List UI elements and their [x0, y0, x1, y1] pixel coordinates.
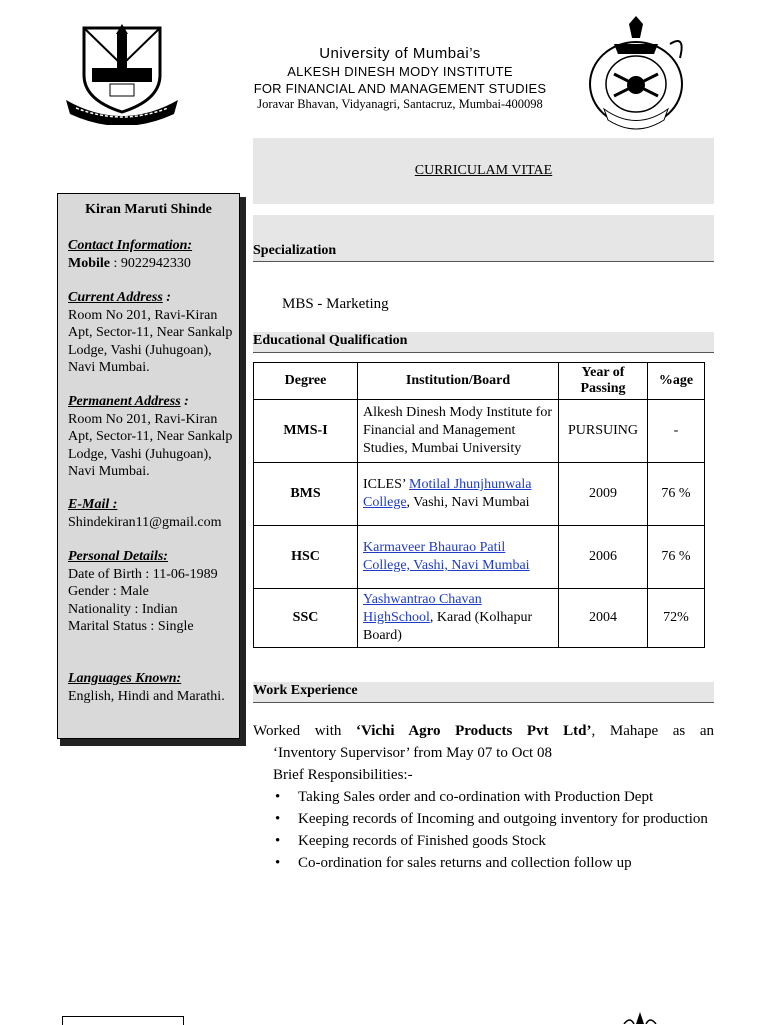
institution-suffix: , Vashi, Navi Mumbai: [406, 495, 530, 510]
personal-heading: Personal Details:: [68, 549, 168, 564]
degree-cell: MMS-I: [254, 400, 358, 463]
university-crest-logo: [62, 20, 182, 125]
list-item: • Co-ordination for sales returns and collection follow up: [298, 852, 714, 874]
current-address-block: [68, 289, 238, 377]
column-header: Degree: [254, 363, 358, 400]
header-address: Joravar Bhavan, Vidyanagri, Santacruz, Mumbai-400098: [257, 97, 543, 111]
work-role: ‘Inventory Supervisor’ from May 07 to Oct 08: [273, 745, 552, 761]
header-institute: ALKESH DINESH MODY INSTITUTE: [287, 64, 513, 79]
permanent-address: Room No 201, Ravi-Kiran Apt, Sector-11, Near Sankalp Lodge, Vashi (Juhugoan), Navi Mumbai.: [68, 411, 233, 479]
institution-cell: Alkesh Dinesh Mody Institute for Financial and Management Studies, Mumbai University: [358, 400, 559, 463]
table-row: [254, 589, 705, 648]
mobile-value: : 9022942330: [110, 255, 191, 271]
percentage-cell: -: [648, 400, 705, 463]
column-header: %age: [648, 363, 705, 400]
percentage-cell: 76 %: [648, 463, 705, 526]
institution-prefix: ICLES’: [363, 477, 410, 492]
degree-cell: SSC: [254, 589, 358, 648]
languages-block: [68, 670, 238, 705]
column-header: Institution/Board: [358, 363, 559, 400]
marital-status: Marital Status : Single: [68, 619, 194, 634]
list-item: • Keeping records of Finished goods Stock: [298, 830, 714, 852]
mobile-line: [68, 255, 238, 273]
page-title: CURRICULAM VITAE: [414, 163, 553, 178]
next-page-emblem-edge: [610, 1010, 670, 1024]
year-cell: 2009: [559, 463, 648, 526]
personal-details-block: [68, 548, 238, 636]
institution-link[interactable]: Motilal Jhunjhunwala College: [363, 477, 532, 510]
table-header-row: [254, 363, 705, 400]
education-heading: Educational Qualification: [253, 333, 408, 348]
institute-emblem-logo: [584, 14, 696, 132]
year-cell: PURSUING: [559, 400, 648, 463]
degree-cell: BMS: [254, 463, 358, 526]
specialization-value: MBS - Marketing: [282, 296, 389, 312]
email-heading: E-Mail :: [68, 497, 118, 512]
header-institute-subtitle: FOR FINANCIAL AND MANAGEMENT STUDIES: [253, 81, 547, 96]
email-block: [68, 496, 238, 531]
email-value[interactable]: Shindekiran11@gmail.com: [68, 514, 222, 530]
languages-value: English, Hindi and Marathi.: [68, 688, 225, 704]
languages-heading: Languages Known:: [68, 671, 182, 686]
work-intro-suffix: , Mahape as an: [591, 723, 715, 739]
dob: Date of Birth : 11-06-1989: [68, 566, 218, 582]
institution-suffix: , Karad (Kolhapur Board): [363, 610, 533, 643]
work-brief: Brief Responsibilities:-: [273, 767, 413, 783]
responsibilities-list: [253, 786, 714, 874]
institution-cell: [358, 589, 559, 648]
institution-link[interactable]: Karmaveer Bhaurao Patil College, Vashi, Navi Mumbai: [363, 540, 530, 573]
work-intro-prefix: Worked with: [253, 723, 356, 739]
table-row: [254, 400, 705, 463]
list-item: • Taking Sales order and co-ordination with Production Dept: [298, 786, 714, 808]
percentage-cell: 72%: [648, 589, 705, 648]
institution-cell: [358, 526, 559, 589]
contact-block: [68, 237, 238, 272]
institution-link[interactable]: Yashwantrao Chavan HighSchool: [363, 592, 482, 625]
current-address-heading-line: Current Address :: [68, 290, 171, 305]
percentage-cell: 76 %: [648, 526, 705, 589]
current-address-heading: Current Address: [68, 290, 163, 305]
candidate-name: Kiran Maruti Shinde: [85, 202, 212, 217]
table-row: [254, 526, 705, 589]
column-header: Year of Passing: [559, 363, 648, 400]
specialization-heading: Specialization: [253, 243, 337, 258]
work-section: [253, 720, 714, 874]
work-intro: [253, 720, 714, 742]
work-heading: Work Experience: [253, 683, 358, 698]
list-item: • Keeping records of Incoming and outgoing inventory for production: [298, 808, 714, 830]
nationality: Nationality : Indian: [68, 601, 178, 617]
gender: Gender : Male: [68, 584, 149, 599]
permanent-address-heading-line: Permanent Address :: [68, 394, 189, 409]
institution-cell: [358, 463, 559, 526]
permanent-address-heading: Permanent Address: [68, 394, 181, 409]
permanent-address-block: [68, 393, 238, 481]
mobile-label: Mobile: [68, 255, 110, 271]
current-address: Room No 201, Ravi-Kiran Apt, Sector-11, Near Sankalp Lodge, Vashi (Juhugoan), Navi Mumbai.: [68, 307, 233, 375]
year-cell: 2004: [559, 589, 648, 648]
degree-cell: HSC: [254, 526, 358, 589]
contact-heading: Contact Information:: [68, 238, 193, 253]
education-table: [253, 362, 705, 648]
year-cell: 2006: [559, 526, 648, 589]
header-university: University of Mumbai’s: [319, 45, 481, 62]
table-row: [254, 463, 705, 526]
company-name: ‘Vichi Agro Products Pvt Ltd’: [355, 723, 592, 739]
